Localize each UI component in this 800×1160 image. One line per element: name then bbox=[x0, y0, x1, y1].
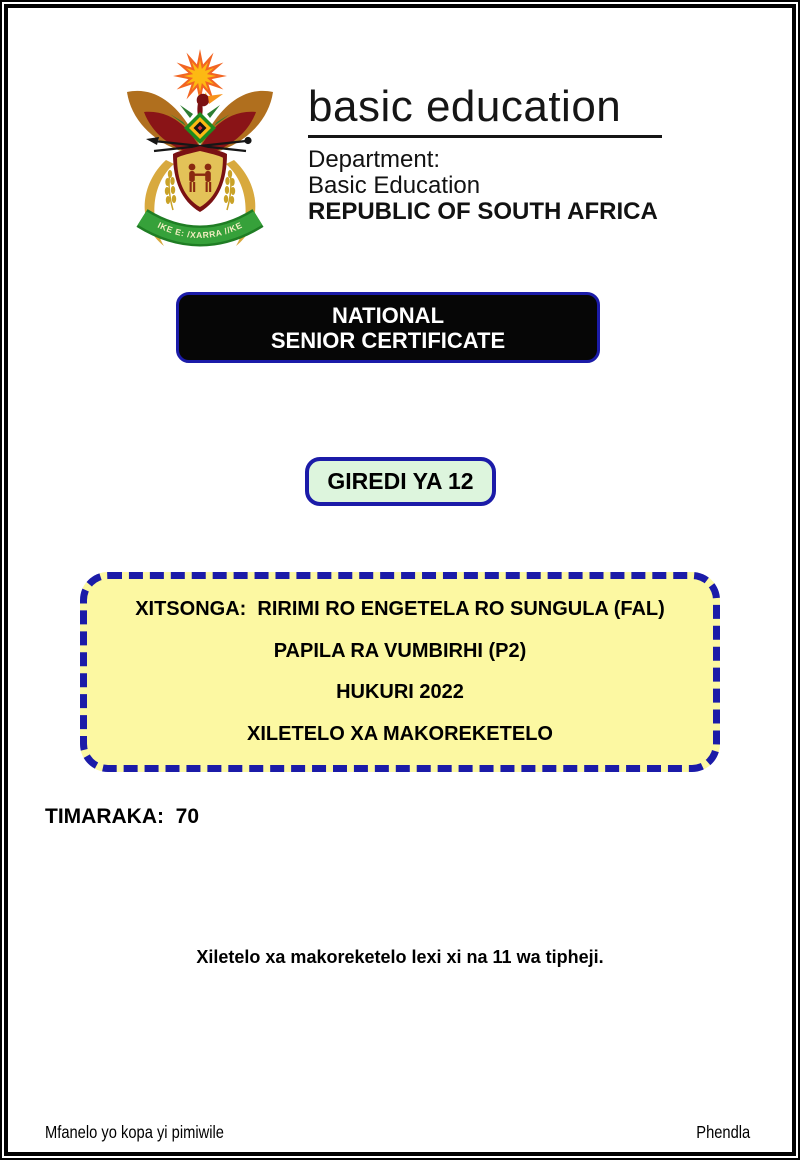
pages-note: Xiletelo xa makoreketelo lexi xi na 11 wa tipheji. bbox=[196, 947, 604, 967]
exam-paper-line: PAPILA RA VUMBIRHI (P2) bbox=[273, 639, 527, 662]
right-wheat-icon bbox=[224, 170, 235, 210]
logo-motto: IKE E: /XARRA //KE bbox=[156, 219, 244, 241]
coat-of-arms-logo bbox=[120, 48, 280, 248]
dept-line-1: Department: bbox=[308, 146, 441, 173]
shield-icon bbox=[173, 146, 227, 212]
footer-turn-over bbox=[686, 1122, 750, 1143]
motto-banner-icon bbox=[142, 218, 258, 240]
exam-title-box bbox=[80, 572, 720, 772]
marks-label: TIMARAKA: 70 bbox=[45, 805, 200, 828]
wordmark: basic education bbox=[308, 82, 622, 131]
sun-core-icon bbox=[184, 60, 216, 92]
exam-session-line: HUKURI 2022 bbox=[336, 681, 464, 704]
dept-line-2: Basic Education bbox=[308, 172, 481, 199]
wordmark-underline bbox=[308, 135, 662, 138]
exam-doctype-line: XILETELO XA MAKOREKETELO bbox=[247, 723, 553, 746]
south-africa-coat-of-arms-icon bbox=[120, 48, 280, 248]
footer-copyright-text: Mfanelo yo kopa yi pimiwile bbox=[45, 1122, 224, 1142]
certificate-banner bbox=[176, 292, 600, 363]
header-wordmark-block bbox=[308, 84, 662, 225]
footer-turn-over-text: Phendla bbox=[696, 1122, 750, 1142]
grade-badge: GIREDI YA 12 bbox=[305, 457, 496, 506]
footer-copyright-note bbox=[45, 1122, 258, 1143]
certificate-banner-line-2: SENIOR CERTIFICATE bbox=[270, 327, 506, 353]
exam-subject-line: XITSONGA: RIRIMI RO ENGETELA RO SUNGULA (FAL) bbox=[135, 597, 665, 620]
dept-line-3: REPUBLIC OF SOUTH AFRICA bbox=[308, 198, 658, 225]
certificate-banner-line-1: NATIONAL bbox=[331, 302, 445, 328]
left-wheat-icon bbox=[165, 170, 176, 210]
exam-cover-page bbox=[4, 4, 796, 1156]
